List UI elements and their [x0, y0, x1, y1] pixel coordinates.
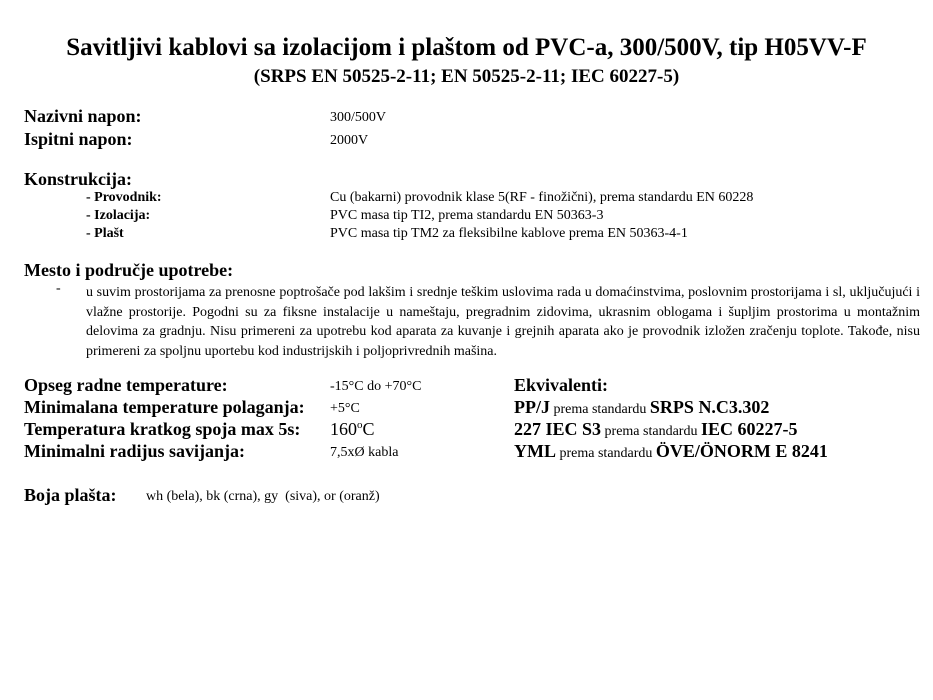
izolacija-label: - Izolacija:: [86, 208, 151, 223]
ekvivalent-prema: prema standardu: [550, 402, 650, 417]
ekvivalent-code: 227 IEC S3: [514, 419, 602, 439]
polaganje-label: Minimalana temperature polaganja:: [24, 397, 305, 417]
upotreba-bullet: -: [56, 281, 61, 296]
radijus-value: 7,5xØ kabla: [330, 445, 399, 460]
izolacija-value: PVC masa tip TI2, prema standardu EN 50363-3: [330, 208, 604, 223]
ekvivalent-prema: prema standardu: [601, 424, 701, 439]
kratak-spoj-unit: C: [362, 419, 375, 439]
ekvivalent-code: YML: [514, 441, 556, 461]
radijus-label: Minimalni radijus savijanja:: [24, 441, 246, 461]
boja-plasta-label: Boja plašta:: [24, 485, 117, 505]
nazivni-napon-label: Nazivni napon:: [24, 106, 142, 126]
provodnik-value: Cu (bakarni) provodnik klase 5(RF - finožični), prema standardu EN 60228: [330, 190, 754, 205]
konstrukcija-heading: Konstrukcija:: [24, 169, 132, 189]
ekvivalent-row: [514, 419, 797, 440]
upotreba-text: u suvim prostorijama za prenosne poptrošače pod lakšim i srednje teškim uslovima rada u domaćinstvima, poslovnim prostorijama i sl, uključujući i vlažne prostorije. Pogodni su za fiksne instalacije u nameštaju, pregradnim zidovima, ukrasnim oblogama i šupljim prostorima u montažnim delovima za gradnju. Nisu primereni za upotrebu kod aparata za kuvanje i grejnih aparata ako je provodnik izložen zračenju toplote. Takođe, nisu primereni za spoljnu uportebu kod industrijskih i poljoprivrednih mašina.: [86, 285, 920, 359]
plast-label: - Plašt: [86, 226, 124, 241]
opseg-value: -15°C do +70°C: [330, 379, 422, 394]
ekvivalent-prema: prema standardu: [556, 446, 656, 461]
ekvivalent-standard: IEC 60227-5: [700, 419, 798, 439]
provodnik-label: - Provodnik:: [86, 190, 162, 205]
polaganje-value: +5°C: [330, 401, 360, 416]
kratak-spoj-degree: o: [357, 419, 363, 431]
ispitni-napon-label: Ispitni napon:: [24, 129, 133, 149]
ekvivalent-standard: SRPS N.C3.302: [649, 397, 770, 417]
kratak-spoj-label: Temperatura kratkog spoja max 5s:: [24, 419, 301, 439]
document-title: Savitljivi kablovi sa izolacijom i plaštom od PVC-a, 300/500V, tip H05VV-F: [66, 34, 867, 61]
nazivni-napon-value: 300/500V: [330, 110, 386, 125]
ispitni-napon-value: 2000V: [330, 133, 369, 148]
ekvivalent-standard: ÖVE/ÖNORM E 8241: [655, 441, 828, 461]
kratak-spoj-value: [330, 419, 375, 440]
ekvivalenti-heading: Ekvivalenti:: [514, 375, 609, 395]
plast-value: PVC masa tip TM2 za fleksibilne kablove prema EN 50363-4-1: [330, 226, 688, 241]
document-subtitle: (SRPS EN 50525-2-11; EN 50525-2-11; IEC 60227-5): [253, 66, 680, 87]
upotreba-heading: Mesto i područje upotrebe:: [24, 260, 234, 280]
opseg-label: Opseg radne temperature:: [24, 375, 228, 395]
ekvivalent-code: PP/J: [514, 397, 550, 417]
ekvivalent-row: [514, 397, 769, 418]
boja-plasta-value: wh (bela), bk (crna), gy (siva), or (oranž): [146, 489, 380, 504]
kratak-spoj-number: 160: [330, 419, 357, 439]
ekvivalent-row: [514, 441, 828, 462]
